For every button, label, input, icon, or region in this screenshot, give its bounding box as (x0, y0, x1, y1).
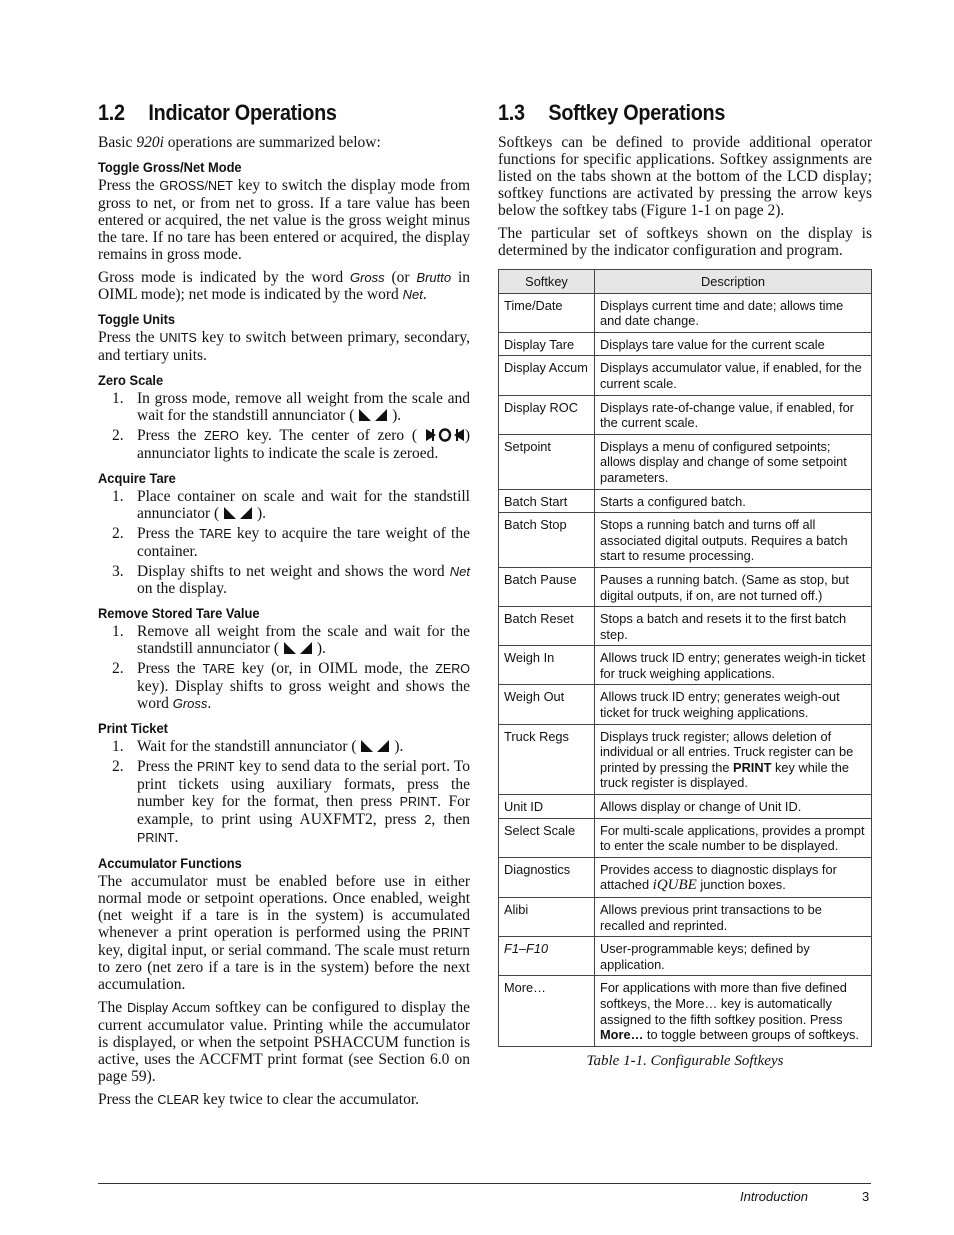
table-row: Batch Reset Stops a batch and resets it to the first batch step. (499, 607, 872, 646)
table-row: Time/Date Displays current time and date; allows time and date change. (499, 293, 872, 332)
list-item: 2. Press the ZERO key. The center of zero ( ) annunciator lights to indicate the scale is zeroed. (112, 427, 470, 462)
softkey-paragraph-2: The particular set of softkeys shown on the display is determined by the indicator configuration and program. (498, 225, 872, 259)
key-clear: CLEAR (157, 1093, 200, 1107)
intro-paragraph: Basic 920i operations are summarized below: (98, 134, 381, 151)
tare-steps (98, 488, 470, 597)
softkey-table (498, 269, 872, 1047)
right-column (498, 100, 872, 1070)
key-gross-net: GROSS/NET (159, 179, 233, 193)
heading-zero-scale: Zero Scale (98, 372, 164, 388)
table-row: Display Accum Displays accumulator value, if enabled, for the current scale. (499, 356, 872, 395)
footer-section-label: Introduction (740, 1189, 808, 1204)
accum-paragraph-2: The Display Accum softkey can be configured to display the current accumulator value. Printing while the accumulator is displayed, or when the setpoint PSHACCUM function is active, uses the ACCFMT print format (see Section 6.0 on page 59). (98, 999, 470, 1085)
heading-toggle-units: Toggle Units (98, 311, 176, 327)
table-row: Weigh Out Allows truck ID entry; generates weigh-out ticket for truck weighing applications. (499, 685, 872, 724)
table-row: Display ROC Displays rate-of-change value, if enabled, for the current scale. (499, 395, 872, 434)
list-item: 3. Display shifts to net weight and shows the word Net on the display. (112, 563, 470, 597)
key-tare: TARE (202, 662, 235, 676)
key-tare: TARE (199, 527, 232, 541)
list-item: 2. Press the TARE key (or, in OIML mode, the ZERO key). Display shifts to gross weight and shows the word Gross. (112, 660, 470, 712)
left-column (98, 100, 470, 1115)
key-2: 2 (424, 813, 432, 827)
section-heading-1-2: 1.2 Indicator Operations (98, 100, 337, 125)
standstill-icon (358, 408, 388, 422)
list-item: 1. In gross mode, remove all weight from the scale and wait for the standstill annunciator ( ). (112, 390, 470, 424)
heading-accumulator-functions: Accumulator Functions (98, 855, 242, 871)
table-row: Diagnostics Provides access to diagnostic displays for attached iQUBE junction boxes. (499, 857, 872, 897)
key-zero: ZERO (435, 662, 470, 676)
table-row: Batch Start Starts a configured batch. (499, 489, 872, 513)
units-paragraph: Press the UNITS key to switch between primary, secondary, and tertiary units. (98, 329, 470, 364)
section-heading-1-3: 1.3 Softkey Operations (498, 100, 726, 125)
key-print: PRINT (137, 831, 175, 845)
softkey-paragraph-1: Softkeys can be defined to provide additional operator functions for specific applications. Softkey assignments are listed on the tabs shown at the bottom of the LCD display; softkey functions are activated by pressing the arrow keys below the softkey tabs (Figure 1-1 on page 2). (498, 134, 872, 219)
table-row: Weigh In Allows truck ID entry; generates weigh-in ticket for truck weighing applications. (499, 646, 872, 685)
heading-remove-stored-tare: Remove Stored Tare Value (98, 605, 260, 621)
table-row: Select Scale For multi-scale applications, provides a prompt to enter the scale number to be displayed. (499, 818, 872, 857)
key-print: PRINT (399, 795, 438, 809)
heading-toggle-gross-net: Toggle Gross/Net Mode (98, 159, 242, 175)
remove-tare-steps (98, 623, 470, 712)
key-print: PRINT (432, 926, 470, 940)
gross-net-paragraph-2: Gross mode is indicated by the word Gross (or Brutto in OIML mode); net mode is indicated by the word Net. (98, 269, 470, 303)
gross-net-paragraph-1: Press the GROSS/NET key to switch the display mode from gross to net, or from net to gross. If a tare value has been entered or acquired, the net value is the gross weight minus the tare. If no tare has been entered or acquired, the display remains in gross mode. (98, 177, 470, 263)
table-row: Unit ID Allows display or change of Unit ID. (499, 795, 872, 819)
table-row: Batch Pause Pauses a running batch. (Same as stop, but digital outputs, if on, are not turned off.) (499, 567, 872, 606)
list-item: 1. Place container on scale and wait for the standstill annunciator ( ). (112, 488, 470, 522)
heading-acquire-tare: Acquire Tare (98, 470, 176, 486)
standstill-icon (223, 506, 253, 520)
table-row: F1–F10 User-programmable keys; defined by application. (499, 937, 872, 976)
column-header-softkey: Softkey (499, 270, 595, 294)
key-print: PRINT (197, 760, 235, 774)
table-row: Setpoint Displays a menu of configured setpoints; allows display and change of some setpoint parameters. (499, 434, 872, 489)
zero-steps (98, 390, 470, 462)
list-item: 2. Press the TARE key to acquire the tare weight of the container. (112, 525, 470, 560)
key-units: UNITS (159, 331, 197, 345)
table-row: Batch Stop Stops a running batch and turns off all associated digital outputs. Requires a batch start to resume processing. (499, 513, 872, 568)
footer-rule (98, 1183, 871, 1184)
table-row: Truck Regs Displays truck register; allows deletion of individual or all entries. Truck register can be printed by pressing the PRINT key while the truck register is displayed. (499, 724, 872, 794)
list-item: 1. Remove all weight from the scale and wait for the standstill annunciator ( ). (112, 623, 470, 657)
accum-paragraph-1: The accumulator must be enabled before use in either normal mode or setpoint operations. Once enabled, weight (net weight if a tare is in the system) is accumulated whenever a print operation is performed using the PRINT key, digital input, or serial command. The scale must return to zero (net zero if a tare is in the system) before the next accumulation. (98, 873, 470, 993)
column-header-description: Description (595, 270, 872, 294)
list-item: 1. Wait for the standstill annunciator ( ). (112, 738, 404, 755)
accum-paragraph-3: Press the CLEAR key twice to clear the accumulator. (98, 1091, 420, 1108)
center-of-zero-icon (425, 428, 465, 442)
table-row: Alibi Allows previous print transactions to be recalled and reprinted. (499, 898, 872, 937)
table-caption: Table 1-1. Configurable Softkeys (586, 1052, 784, 1069)
key-zero: ZERO (204, 429, 239, 443)
standstill-icon (283, 641, 313, 655)
table-row: More… For applications with more than five defined softkeys, the More… key is automatically assigned to the fifth softkey position. Press More… to toggle between groups of softkeys. (499, 976, 872, 1046)
table-header-row (499, 270, 872, 294)
heading-print-ticket: Print Ticket (98, 720, 168, 736)
standstill-icon (360, 739, 390, 753)
table-row: Display Tare Displays tare value for the current scale (499, 332, 872, 356)
print-steps (98, 738, 470, 847)
page-number: 3 (862, 1189, 870, 1204)
softkey-display-accum: Display Accum (127, 1001, 211, 1015)
list-item: 2. Press the PRINT key to send data to the serial port. To print tickets using auxiliary formats, press the number key for the format, then press PRINT. For example, to print using AUXFMT2, press 2, then PRINT. (112, 758, 470, 846)
